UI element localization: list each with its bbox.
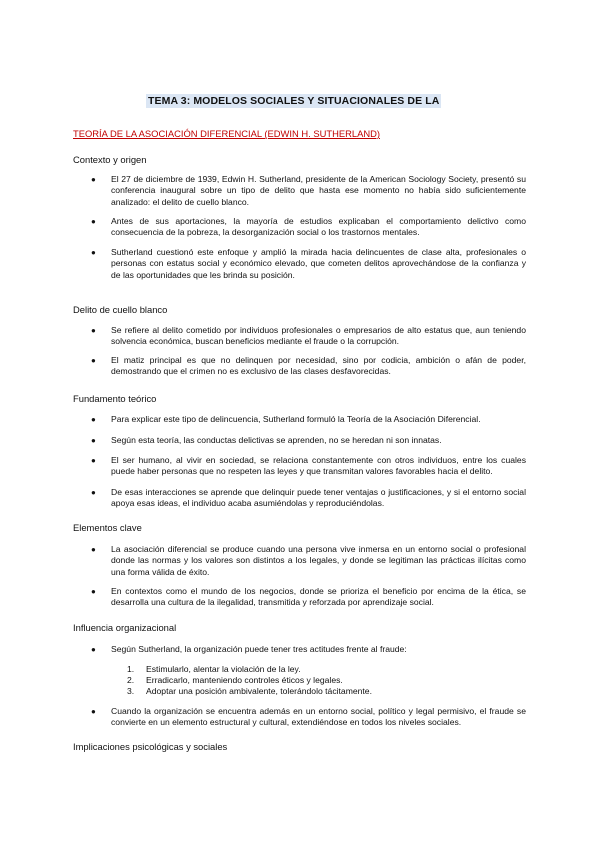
- section-subtitle: TEORÍA DE LA ASOCIACIÓN DIFERENCIAL (EDWIN H. SUTHERLAND): [73, 128, 380, 139]
- bullet-icon: ●: [91, 436, 96, 445]
- bullet-icon: ●: [91, 545, 96, 554]
- list-item: Para explicar este tipo de delincuencia, Sutherland formuló la Teoría de la Asociación Diferencial.: [111, 414, 481, 424]
- numbered-marker: 2.: [127, 675, 135, 685]
- list-item: De esas interacciones se aprende que delinquir puede tener ventajas o justificaciones, y si el entorno social apoya esas ideas, el individuo acaba asumiéndolas y reproduciéndolas.: [111, 487, 526, 509]
- numbered-marker: 3.: [127, 686, 135, 696]
- heading-fundamento: Fundamento teórico: [73, 393, 157, 404]
- bullet-icon: ●: [91, 415, 96, 424]
- bullet-icon: ●: [91, 248, 96, 257]
- list-item: Según Sutherland, la organización puede tener tres actitudes frente al fraude:: [111, 644, 407, 654]
- bullet-icon: ●: [91, 488, 96, 497]
- list-item: La asociación diferencial se produce cuando una persona vive inmersa en un entorno social o profesional donde las normas y los valores son distintos a los legales, y donde se legitiman las prácticas ilícitas como una forma válida de éxito.: [111, 544, 526, 577]
- list-item: Sutherland cuestionó este enfoque y amplió la mirada hacia delincuentes de clase alta, profesionales o personas con estatus social y económico elevado, que cometen delitos aprovechándose de la confianza y de las oportunidades que les brinda su posición.: [111, 247, 526, 280]
- bullet-icon: ●: [91, 326, 96, 335]
- numbered-marker: 1.: [127, 664, 135, 674]
- bullet-icon: ●: [91, 587, 96, 596]
- list-item: Antes de sus aportaciones, la mayoría de estudios explicaban el comportamiento delictivo como consecuencia de la pobreza, la desorganización social o los trastornos mentales.: [111, 216, 526, 238]
- heading-contexto: Contexto y origen: [73, 154, 147, 165]
- heading-implicaciones: Implicaciones psicológicas y sociales: [73, 741, 228, 752]
- bullet-icon: ●: [91, 456, 96, 465]
- bullet-icon: ●: [91, 217, 96, 226]
- list-item: Según esta teoría, las conductas delictivas se aprenden, no se heredan ni son innatas.: [111, 435, 442, 445]
- bullet-icon: ●: [91, 175, 96, 184]
- list-item: Se refiere al delito cometido por individuos profesionales o empresarios de alto estatus que, aun teniendo solvencia económica, buscan beneficios mediante el fraude o la corrupción.: [111, 325, 526, 347]
- bullet-icon: ●: [91, 356, 96, 365]
- heading-influencia: Influencia organizacional: [73, 622, 177, 633]
- bullet-icon: ●: [91, 707, 96, 716]
- heading-elementos: Elementos clave: [73, 522, 142, 533]
- list-item: Cuando la organización se encuentra además en un entorno social, político y legal permisivo, el fraude se convierte en un elemento estructural y cultural, extendiéndose en todos los niveles sociales.: [111, 706, 526, 728]
- list-item: El matiz principal es que no delinquen por necesidad, sino por codicia, ambición o afán de poder, demostrando que el crimen no es exclusivo de las clases desfavorecidas.: [111, 355, 526, 377]
- list-item: El 27 de diciembre de 1939, Edwin H. Sutherland, presidente de la American Sociology Society, presentó su conferencia inaugural sobre un tipo de delito que hasta ese momento no había sido suficientemente analizado: el delito de cuello blanco.: [111, 174, 526, 207]
- numbered-item: Adoptar una posición ambivalente, tolerándolo tácitamente.: [146, 686, 372, 696]
- bullet-icon: ●: [91, 645, 96, 654]
- heading-delito: Delito de cuello blanco: [73, 304, 168, 315]
- numbered-item: Estimularlo, alentar la violación de la ley.: [146, 664, 301, 674]
- page-title: TEMA 3: MODELOS SOCIALES Y SITUACIONALES DE LA: [148, 95, 440, 107]
- list-item: El ser humano, al vivir en sociedad, se relaciona constantemente con otros individuos, entre los cuales puede haber personas que no respeten las leyes y que transmitan valores favorables hacia el delito.: [111, 455, 526, 477]
- list-item: En contextos como el mundo de los negocios, donde se prioriza el beneficio por encima de la ética, se desarrolla una cultura de la ilegalidad, transmitida y reforzada por aprendizaje social.: [111, 586, 526, 608]
- numbered-item: Erradicarlo, manteniendo controles éticos y legales.: [146, 675, 343, 685]
